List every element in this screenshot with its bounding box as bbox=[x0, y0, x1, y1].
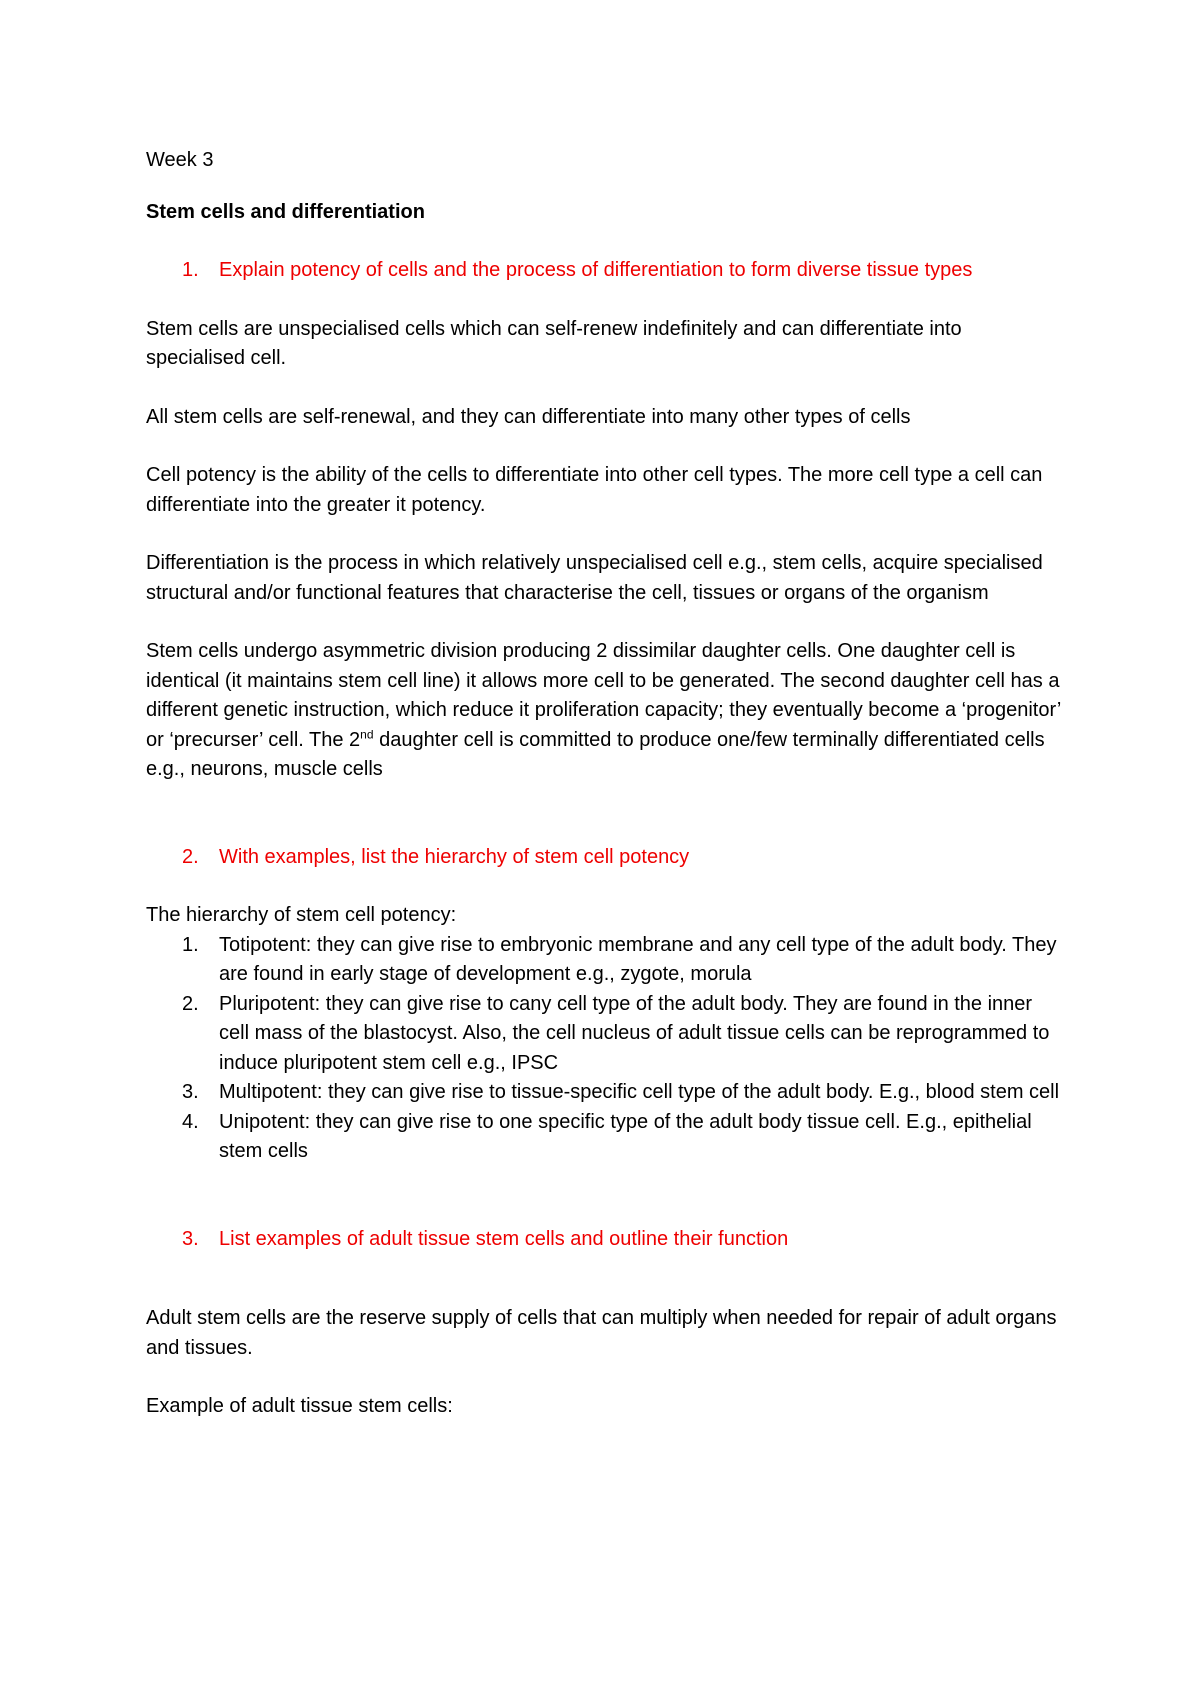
list-item-text: Totipotent: they can give rise to embryonic membrane and any cell type of the adult body. They are found in early stage of development e.g., zygote, morula bbox=[219, 933, 1057, 985]
list-item bbox=[146, 931, 1066, 990]
list-item-number: 3. bbox=[182, 1081, 199, 1103]
paragraph-stem-cell-definition: Stem cells are unspecialised cells which can self-renew indefinitely and can differentiate into specialised cell. bbox=[146, 317, 962, 369]
week-label: Week 3 bbox=[146, 149, 214, 171]
hierarchy-intro: The hierarchy of stem cell potency: bbox=[146, 904, 457, 926]
asymmetric-division-text-start: Stem cells undergo asymmetric division producing 2 dissimilar daughter cells. One daughter cell is identical (it maintains stem cell line) it allows more cell to be generated. The second daughter cell has a different genetic instruction, which reduce it proliferation capacity; they eventually become a ‘progenitor’ or ‘precurser’ cell. The 2 bbox=[146, 640, 1061, 751]
list-item-text: Unipotent: they can give rise to one specific type of the adult body tissue cell. E.g., epithelial stem cells bbox=[219, 1110, 1032, 1162]
question-3-text: List examples of adult tissue stem cells and outline their function bbox=[219, 1227, 789, 1250]
list-item-text: Multipotent: they can give rise to tissue-specific cell type of the adult body. E.g., blood stem cell bbox=[219, 1081, 1060, 1103]
question-2-text: With examples, list the hierarchy of stem cell potency bbox=[219, 845, 690, 868]
paragraph-differentiation: Differentiation is the process in which relatively unspecialised cell e.g., stem cells, acquire specialised structural and/or functional features that characterise the cell, tissues or organs of the organism bbox=[146, 552, 1043, 604]
paragraph-adult-stem-cells: Adult stem cells are the reserve supply of cells that can multiply when needed for repair of adult organs and tissues. bbox=[146, 1307, 1057, 1359]
document-body bbox=[146, 146, 1066, 1422]
question-1-text: Explain potency of cells and the process of differentiation to form diverse tissue types bbox=[219, 259, 973, 281]
list-item-number: 4. bbox=[182, 1110, 199, 1133]
question-3-number: 3. bbox=[182, 1227, 199, 1250]
list-item-number: 2. bbox=[182, 992, 199, 1015]
hierarchy-list bbox=[146, 931, 1066, 1167]
list-item bbox=[146, 1108, 1066, 1167]
list-item-text: Pluripotent: they can give rise to cany cell type of the adult body. They are found in the inner cell mass of the blastocyst. Also, the cell nucleus of adult tissue cells can be reprogrammed to induce pluripotent stem cell e.g., IPSC bbox=[219, 992, 1050, 1074]
question-1 bbox=[146, 256, 1066, 286]
paragraph-cell-potency: Cell potency is the ability of the cells to differentiate into other cell types. The more cell type a cell can differentiate into the greater it potency. bbox=[146, 464, 1043, 516]
ordinal-superscript: nd bbox=[360, 726, 374, 741]
list-item bbox=[146, 990, 1066, 1079]
question-2 bbox=[146, 843, 1066, 873]
asymmetric-division-text-end: daughter cell is committed to produce one/few terminally differentiated cells e.g., neurons, muscle cells bbox=[146, 728, 1045, 780]
list-item bbox=[146, 1078, 1066, 1108]
question-2-number: 2. bbox=[182, 845, 199, 868]
paragraph-self-renewal: All stem cells are self-renewal, and they can differentiate into many other types of cells bbox=[146, 405, 911, 428]
paragraph-adult-stem-cell-examples: Example of adult tissue stem cells: bbox=[146, 1395, 453, 1417]
question-1-number: 1. bbox=[182, 259, 199, 281]
list-item-number: 1. bbox=[182, 933, 199, 956]
paragraph-asymmetric-division bbox=[146, 637, 1066, 785]
question-3 bbox=[146, 1225, 1066, 1255]
document-title: Stem cells and differentiation bbox=[146, 200, 425, 223]
